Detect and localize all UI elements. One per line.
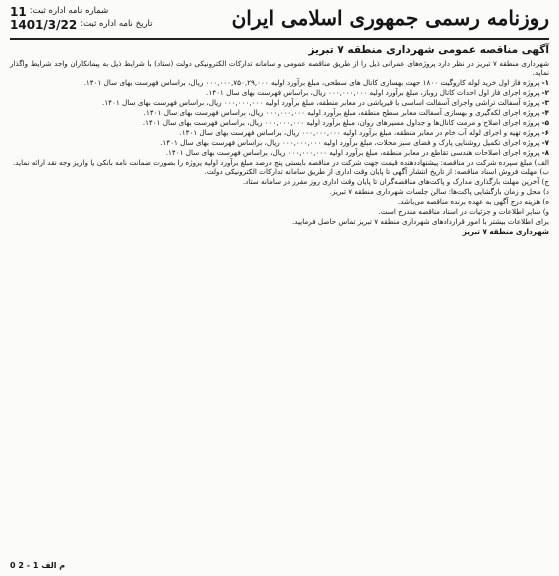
top-bar	[10, 6, 549, 34]
header-divider	[10, 38, 549, 40]
letter-meta	[10, 6, 153, 32]
meta-value: 11	[10, 5, 27, 19]
project-item-text: پروژه اجرای اصلاح و مرمت کانال‌ها و جداول مسیرهای روان، مبلغ برآورد اولیه ۰۰۰,۰۰۰,۰۰۰ ریال، براساس فهرست بهای سال ۱۴۰۱.	[142, 117, 540, 127]
meta-label: شماره نامه اداره ثبت:	[29, 6, 109, 16]
condition-item: ج) آخرین مهلت بارگذاری مدارک و پاکت‌های مناقصه‌گران تا پایان وقت اداری روز مقرر در سامانه ستاد.	[242, 177, 549, 187]
project-item-number: ۵-	[541, 117, 549, 127]
project-item-text: پروژه اجرای تکمیل روشنایی پارک و فضای سبز محلات، مبلغ برآورد اولیه ۰۰۰,۰۰۰,۰۰۰ ریال، براساس فهرست بهای سال ۱۴۰۱.	[160, 137, 540, 147]
notice-body	[10, 59, 549, 236]
notice-intro: شهرداری منطقه ۷ تبریز در نظر دارد پروژه‌های عمرانی ذیل را از طریق مناقصه عمومی و سامانه تدارکات الکترونیکی دولت (ستاد) با شرایط ذیل به پیمانکاران واجد شرایط واگذار نماید.	[10, 59, 550, 78]
project-item-text: پروژه تهیه و اجرای لوله آب خام در معابر منطقه، مبلغ برآورد اولیه ۰۰۰,۰۰۰,۰۰۰ ریال، براساس فهرست بهای سال ۱۴۰۱.	[179, 127, 540, 137]
project-item-number: ۱-	[541, 78, 549, 88]
masthead-title: روزنامه رسمی جمهوری اسلامی ایران	[231, 6, 549, 30]
project-item	[10, 118, 549, 127]
project-item-number: ۲-	[541, 88, 549, 98]
project-item-number: ۸-	[541, 147, 549, 157]
project-item	[10, 108, 549, 117]
condition-item: ب) مهلت فروش اسناد مناقصه: از تاریخ انتشار آگهی تا پایان وقت اداری از طریق سامانه تدارکات الکترونیکی دولت.	[204, 167, 549, 177]
project-item-text: پروژه اجرای لکه‌گیری و بهسازی آسفالت معابر سطح منطقه، مبلغ برآورد اولیه ۰۰۰,۰۰۰,۰۰۰ ریال، براساس فهرست بهای سال ۱۴۰۱.	[143, 108, 540, 118]
project-item	[10, 98, 549, 107]
project-item	[10, 148, 549, 157]
project-item-number: ۶-	[541, 127, 549, 137]
project-item	[10, 88, 549, 97]
project-item	[10, 128, 549, 137]
project-item	[10, 78, 549, 87]
project-item-text: پروژه آسفالت تراشی واجرای آسفالت اساسی با قیرپاشی در معابر منطقه، مبلغ برآورد اولیه ۰۰۰,۰۰۰,۰۰۰ ریال، براساس فهرست بهای سال ۱۴۰۱.	[101, 98, 540, 108]
condition-item: و) سایر اطلاعات و جزئیات در اسناد مناقصه مندرج است.	[378, 207, 549, 217]
meta-label: تاریخ نامه اداره ثبت:	[80, 19, 153, 29]
condition-item: ه) هزینه درج آگهی به عهده برنده مناقصه می‌باشد.	[397, 197, 549, 207]
project-list	[10, 78, 549, 157]
project-item	[10, 138, 549, 147]
notice-title: آگهی مناقصه عمومی شهرداری منطقه ۷ تبریز	[308, 44, 549, 56]
condition-item: د) محل و زمان بازگشایی پاکت‌ها: سالن جلسات شهرداری منطقه ۷ تبریز.	[329, 187, 549, 197]
ad-reference: م الف 1 - 2 0	[10, 561, 66, 570]
meta-value: 1401/3/22	[10, 18, 78, 32]
project-item-text: پروژه فاز اول خرید لوله کاروگیت ۱۸۰۰ جهت بهسازی کانال های سطحی، مبلغ برآورد اولیه ۰۰۰,۰۰۰,۷۵۰,۲۹,۰۰۰ ریال، براساس فهرست بهای سال ۱۴۰۱.	[83, 78, 540, 88]
project-item-number: ۳-	[541, 98, 549, 108]
conditions-list	[10, 158, 549, 217]
notice-signature: شهرداری منطقه ۷ تبریز	[462, 226, 549, 236]
project-item-text: پروژه اجرای فاز اول احداث کانال روباز، مبلغ برآورد اولیه ۰۰۰,۰۰۰,۰۰۰ ریال، براساس فهرست بهای سال ۱۴۰۱.	[206, 88, 540, 98]
meta-row	[10, 19, 153, 32]
project-item-text: پروژه اجرای اصلاحات هندسی تقاطع در معابر منطقه، مبلغ برآورد اولیه ۰۰۰,۰۰۰,۰۰۰ ریال، براساس فهرست بهای سال ۱۴۰۱.	[165, 147, 540, 157]
project-item-number: ۷-	[541, 137, 549, 147]
condition-item: الف) مبلغ سپرده شرکت در مناقصه: پیشنهاددهنده قیمت جهت شرکت در مناقصه بایستی پنج درصد مبلغ برآورد اولیه پروژه را بصورت ضمانت نامه بانکی یا واریز وجه نقد ارائه نماید.	[13, 157, 549, 167]
project-item-number: ۴-	[541, 108, 549, 118]
notice-closing: برای اطلاعات بیشتر با امور قراردادهای شهرداری منطقه ۷ تبریز تماس حاصل فرمایید.	[291, 217, 549, 226]
